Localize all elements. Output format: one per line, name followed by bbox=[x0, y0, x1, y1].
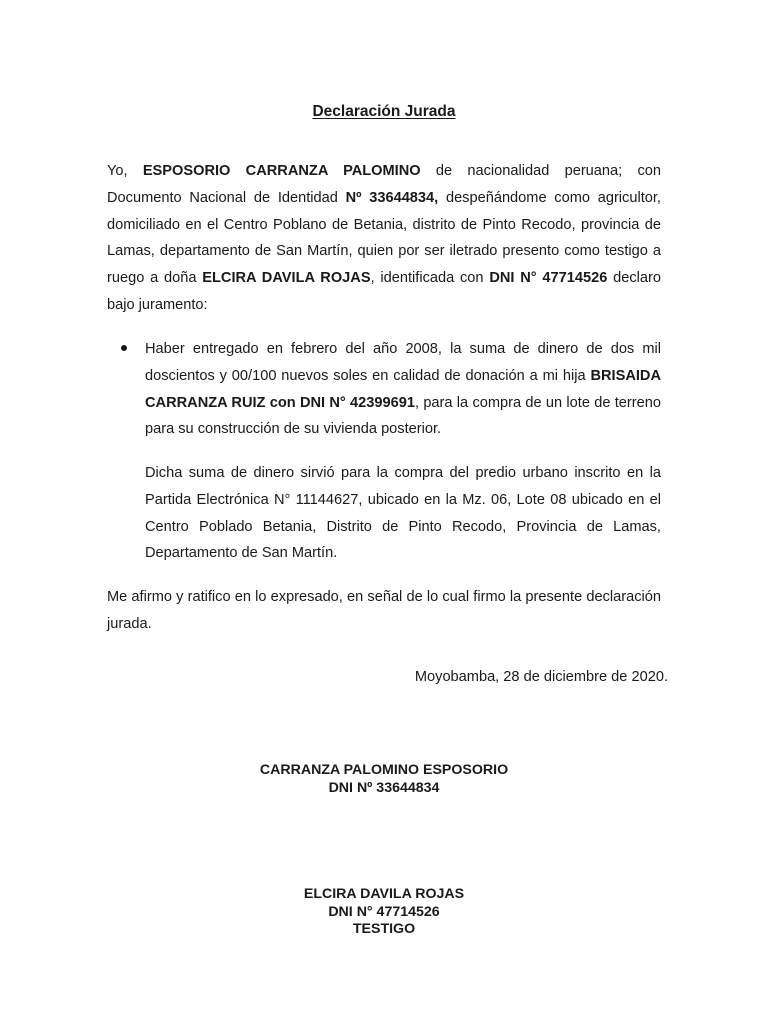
intro-text-3: despeñándome como agricultor, domiciliado en el Centro Poblano de Betania, distrito de Pinto Recodo, provincia de Lamas, departamento de San Martín, quien por ser iletrado presento como testigo a ruego a doña bbox=[107, 189, 661, 287]
intro-text-2: de nacionalidad peruana; con Documento Nacional de Identidad bbox=[107, 163, 661, 206]
bullet-paragraph bbox=[145, 336, 661, 443]
daughter-name-dni: BRISAIDA CARRANZA RUIZ con DNI N° 42399691 bbox=[145, 367, 661, 411]
declarant-dni: Nº 33644834, bbox=[345, 189, 439, 206]
bullet-icon bbox=[121, 345, 127, 351]
intro-text-5: declaro bajo juramento: bbox=[107, 270, 661, 313]
witness-dni-inline: DNI N° 47714526 bbox=[489, 270, 608, 287]
place-date: Moyobamba, 28 de diciembre de 2020. bbox=[414, 669, 668, 685]
declarant-signature-name: CARRANZA PALOMINO ESPOSORIO bbox=[259, 762, 509, 778]
witness-name-inline: ELCIRA DAVILA ROJAS bbox=[202, 270, 371, 287]
witness-signature-block bbox=[0, 886, 768, 939]
witness-signature-dni: DNI N° 47714526 bbox=[328, 903, 440, 920]
declarant-name: ESPOSORIO CARRANZA PALOMINO bbox=[142, 163, 421, 179]
bullet-text-2: , para la compra de un lote de terreno para su construcción de su vivienda posterior. bbox=[145, 394, 661, 438]
declarant-signature-block bbox=[0, 762, 768, 797]
declarant-signature-dni: DNI Nº 33644834 bbox=[328, 779, 440, 796]
bullet-text-1: Haber entregado en febrero del año 2008, la suma de dinero de dos mil doscientos y 00/100 nuevos soles en calidad de donación a mi hija bbox=[145, 341, 661, 384]
intro-paragraph bbox=[107, 158, 661, 319]
intro-text-4: , identificada con bbox=[370, 270, 490, 287]
property-paragraph: Dicha suma de dinero sirvió para la compra del predio urbano inscrito en la Partida Electrónica N° 11144627, ubicado en la Mz. 06, Lote 08 ubicado en el Centro Poblado Betania, Distrito de Pinto Recodo, Provincia de Lamas, Departamento de San Martín. bbox=[145, 465, 661, 562]
affirmation-paragraph: Me afirmo y ratifico en lo expresado, en señal de lo cual firmo la presente declaración jurada. bbox=[107, 589, 661, 632]
document-title: Declaración Jurada bbox=[312, 103, 456, 120]
intro-text-1: Yo, bbox=[107, 163, 143, 179]
witness-signature-role: TESTIGO bbox=[352, 921, 416, 937]
witness-signature-name: ELCIRA DAVILA ROJAS bbox=[303, 886, 465, 902]
